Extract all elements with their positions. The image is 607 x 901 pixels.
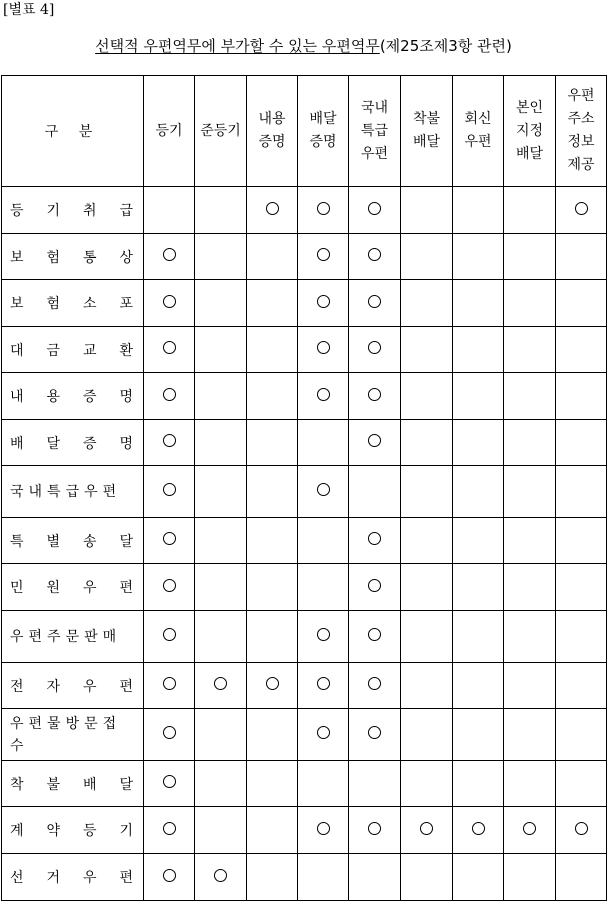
mark-cell <box>144 854 195 901</box>
mark-cell <box>298 280 349 327</box>
table-row <box>2 234 607 280</box>
mark-cell <box>144 663 195 709</box>
row-label-cell <box>2 466 144 518</box>
circle-mark-icon <box>163 532 176 545</box>
mark-cell <box>298 373 349 420</box>
mark-cell <box>349 420 401 466</box>
row-label-cell <box>2 518 144 564</box>
column-header <box>195 76 247 187</box>
mark-cell <box>556 187 607 234</box>
mark-cell <box>247 234 298 280</box>
mark-cell <box>298 187 349 234</box>
mark-cell <box>401 564 453 611</box>
mark-cell <box>453 234 504 280</box>
row-label-cell <box>2 761 144 807</box>
table-row <box>2 420 607 466</box>
circle-mark-icon <box>163 388 176 401</box>
mark-cell <box>453 611 504 663</box>
mark-cell <box>298 420 349 466</box>
mark-cell <box>556 518 607 564</box>
mark-cell <box>298 854 349 901</box>
mark-cell <box>453 663 504 709</box>
mark-cell <box>556 611 607 663</box>
mark-cell <box>349 564 401 611</box>
mark-cell <box>144 187 195 234</box>
mark-cell <box>349 466 401 518</box>
circle-mark-icon <box>317 726 330 739</box>
mark-cell <box>504 466 556 518</box>
mark-cell <box>401 663 453 709</box>
mark-cell <box>144 327 195 373</box>
title-main: 선택적 우편역무에 부가할 수 있는 우편역무 <box>95 37 380 55</box>
circle-mark-icon <box>266 202 279 215</box>
mark-cell <box>298 663 349 709</box>
mark-cell <box>144 564 195 611</box>
circle-mark-icon <box>163 775 176 788</box>
mark-cell <box>453 327 504 373</box>
row-label-cell <box>2 709 144 761</box>
circle-mark-icon <box>317 248 330 261</box>
mark-cell <box>556 420 607 466</box>
mark-cell <box>401 518 453 564</box>
mark-cell <box>504 854 556 901</box>
mark-cell <box>195 611 247 663</box>
mark-cell <box>453 807 504 854</box>
mark-cell <box>298 761 349 807</box>
mark-cell <box>144 466 195 518</box>
column-header <box>349 76 401 187</box>
mark-cell <box>504 518 556 564</box>
mark-cell <box>298 327 349 373</box>
mark-cell <box>401 420 453 466</box>
row-label-cell <box>2 611 144 663</box>
table-row <box>2 373 607 420</box>
row-label-cell <box>2 187 144 234</box>
mark-cell <box>556 663 607 709</box>
mark-cell <box>144 420 195 466</box>
mark-cell <box>453 373 504 420</box>
mark-cell <box>504 327 556 373</box>
column-header <box>504 76 556 187</box>
mark-cell <box>195 234 247 280</box>
document-title <box>0 37 607 55</box>
mark-cell <box>556 466 607 518</box>
mark-cell <box>504 564 556 611</box>
column-header <box>298 76 349 187</box>
table-row <box>2 280 607 327</box>
mark-cell <box>556 327 607 373</box>
circle-mark-icon <box>317 341 330 354</box>
mark-cell <box>401 373 453 420</box>
circle-mark-icon <box>368 295 381 308</box>
circle-mark-icon <box>575 202 588 215</box>
column-header-label: 배달 증명 <box>309 111 337 150</box>
row-label-cell <box>2 854 144 901</box>
row-label-cell <box>2 564 144 611</box>
mark-cell <box>247 611 298 663</box>
mark-cell <box>144 611 195 663</box>
mark-cell <box>247 761 298 807</box>
row-label: 특 별 송 달 <box>10 533 133 550</box>
header-label: 구 분 <box>44 124 101 140</box>
mark-cell <box>144 807 195 854</box>
column-header-label: 등기 <box>155 122 183 139</box>
mark-cell <box>298 807 349 854</box>
circle-mark-icon <box>163 869 176 882</box>
column-header-label: 준등기 <box>200 122 241 139</box>
mark-cell <box>195 187 247 234</box>
mark-cell <box>401 187 453 234</box>
circle-mark-icon <box>368 248 381 261</box>
mark-cell <box>349 709 401 761</box>
mark-cell <box>401 854 453 901</box>
row-label: 전 자 우 편 <box>10 678 133 695</box>
row-label: 민 원 우 편 <box>10 580 133 596</box>
circle-mark-icon <box>163 295 176 308</box>
row-label: 대 금 교 환 <box>10 342 133 359</box>
circle-mark-icon <box>317 628 330 641</box>
service-table <box>1 75 607 901</box>
mark-cell <box>504 187 556 234</box>
circle-mark-icon <box>368 202 381 215</box>
circle-mark-icon <box>472 822 485 835</box>
circle-mark-icon <box>368 579 381 592</box>
row-label: 착 불 배 달 <box>10 776 133 793</box>
circle-mark-icon <box>523 822 536 835</box>
row-label-cell <box>2 373 144 420</box>
row-label-cell <box>2 420 144 466</box>
mark-cell <box>298 466 349 518</box>
mark-cell <box>247 327 298 373</box>
circle-mark-icon <box>368 628 381 641</box>
column-header <box>247 76 298 187</box>
table-header-row <box>2 76 607 187</box>
mark-cell <box>247 709 298 761</box>
mark-cell <box>195 807 247 854</box>
column-header-label: 본인 지정 배달 <box>515 99 544 162</box>
mark-cell <box>247 187 298 234</box>
circle-mark-icon <box>214 869 227 882</box>
row-label: 선 거 우 편 <box>10 870 133 886</box>
mark-cell <box>401 327 453 373</box>
mark-cell <box>504 663 556 709</box>
table-row <box>2 611 607 663</box>
circle-mark-icon <box>317 202 330 215</box>
mark-cell <box>556 564 607 611</box>
mark-cell <box>556 807 607 854</box>
mark-cell <box>453 709 504 761</box>
mark-cell <box>401 466 453 518</box>
mark-cell <box>144 761 195 807</box>
row-label: 내 용 증 명 <box>10 389 133 405</box>
column-header <box>556 76 607 187</box>
circle-mark-icon <box>163 628 176 641</box>
mark-cell <box>401 280 453 327</box>
column-header <box>453 76 504 187</box>
circle-mark-icon <box>368 388 381 401</box>
table-row <box>2 709 607 761</box>
mark-cell <box>144 234 195 280</box>
circle-mark-icon <box>317 822 330 835</box>
mark-cell <box>247 807 298 854</box>
circle-mark-icon <box>420 822 433 835</box>
row-label: 배 달 증 명 <box>10 435 133 452</box>
column-header-label: 국내 특급 우편 <box>360 99 389 162</box>
mark-cell <box>144 280 195 327</box>
column-header-label: 내용 증명 <box>258 111 286 150</box>
mark-cell <box>298 611 349 663</box>
circle-mark-icon <box>163 677 176 690</box>
mark-cell <box>453 280 504 327</box>
mark-cell <box>453 466 504 518</box>
mark-cell <box>453 564 504 611</box>
mark-cell <box>349 663 401 709</box>
mark-cell <box>556 373 607 420</box>
mark-cell <box>195 518 247 564</box>
table-row <box>2 807 607 854</box>
mark-cell <box>144 518 195 564</box>
mark-cell <box>504 373 556 420</box>
mark-cell <box>349 518 401 564</box>
row-label: 보 험 통 상 <box>10 249 133 266</box>
mark-cell <box>144 709 195 761</box>
mark-cell <box>195 761 247 807</box>
annex-tag: [별표 4] <box>3 2 55 18</box>
mark-cell <box>349 373 401 420</box>
mark-cell <box>401 709 453 761</box>
circle-mark-icon <box>317 483 330 496</box>
table-row <box>2 466 607 518</box>
circle-mark-icon <box>214 677 227 690</box>
column-header <box>144 76 195 187</box>
mark-cell <box>349 234 401 280</box>
mark-cell <box>504 761 556 807</box>
mark-cell <box>298 234 349 280</box>
mark-cell <box>349 327 401 373</box>
mark-cell <box>504 280 556 327</box>
table-row <box>2 518 607 564</box>
mark-cell <box>504 420 556 466</box>
mark-cell <box>195 466 247 518</box>
column-header-label: 우편 주소 정보 제공 <box>567 88 595 173</box>
mark-cell <box>247 518 298 564</box>
mark-cell <box>401 234 453 280</box>
column-header <box>401 76 453 187</box>
mark-cell <box>556 280 607 327</box>
row-label: 계 약 등 기 <box>10 823 133 839</box>
mark-cell <box>247 663 298 709</box>
mark-cell <box>349 611 401 663</box>
circle-mark-icon <box>368 341 381 354</box>
mark-cell <box>504 234 556 280</box>
mark-cell <box>195 280 247 327</box>
mark-cell <box>556 854 607 901</box>
row-label-cell <box>2 327 144 373</box>
mark-cell <box>349 280 401 327</box>
circle-mark-icon <box>317 295 330 308</box>
table-row <box>2 327 607 373</box>
mark-cell <box>556 709 607 761</box>
mark-cell <box>195 854 247 901</box>
mark-cell <box>453 187 504 234</box>
mark-cell <box>504 709 556 761</box>
table-row <box>2 663 607 709</box>
mark-cell <box>247 466 298 518</box>
circle-mark-icon <box>163 726 176 739</box>
row-label-cell <box>2 807 144 854</box>
mark-cell <box>349 807 401 854</box>
mark-cell <box>453 761 504 807</box>
circle-mark-icon <box>266 677 279 690</box>
circle-mark-icon <box>163 248 176 261</box>
circle-mark-icon <box>317 677 330 690</box>
mark-cell <box>247 564 298 611</box>
circle-mark-icon <box>368 726 381 739</box>
mark-cell <box>453 854 504 901</box>
mark-cell <box>195 420 247 466</box>
mark-cell <box>556 234 607 280</box>
column-header-label: 착불 배달 <box>412 111 441 150</box>
mark-cell <box>298 518 349 564</box>
mark-cell <box>349 854 401 901</box>
row-label: 국내특급우편 <box>10 483 122 500</box>
table-row <box>2 564 607 611</box>
mark-cell <box>401 761 453 807</box>
table-row <box>2 761 607 807</box>
mark-cell <box>556 761 607 807</box>
mark-cell <box>298 709 349 761</box>
mark-cell <box>504 807 556 854</box>
circle-mark-icon <box>575 822 588 835</box>
row-label: 등 기 취 급 <box>10 203 133 219</box>
mark-cell <box>247 420 298 466</box>
mark-cell <box>247 280 298 327</box>
mark-cell <box>195 709 247 761</box>
title-suffix: (제25조제3항 관련) <box>379 37 512 55</box>
mark-cell <box>453 420 504 466</box>
row-label-cell <box>2 280 144 327</box>
circle-mark-icon <box>163 822 176 835</box>
column-header-label: 회신 우편 <box>464 111 492 150</box>
header-label-cell <box>2 76 144 187</box>
mark-cell <box>504 611 556 663</box>
table-row <box>2 854 607 901</box>
mark-cell <box>195 663 247 709</box>
row-label: 우편주문판매 <box>10 628 122 645</box>
mark-cell <box>453 518 504 564</box>
mark-cell <box>298 564 349 611</box>
circle-mark-icon <box>368 434 381 447</box>
mark-cell <box>401 807 453 854</box>
circle-mark-icon <box>163 579 176 592</box>
mark-cell <box>247 373 298 420</box>
circle-mark-icon <box>163 483 176 496</box>
mark-cell <box>144 373 195 420</box>
row-label-cell <box>2 663 144 709</box>
row-label: 우편물방문접수 <box>10 715 122 754</box>
mark-cell <box>247 854 298 901</box>
mark-cell <box>349 187 401 234</box>
circle-mark-icon <box>368 532 381 545</box>
circle-mark-icon <box>368 677 381 690</box>
circle-mark-icon <box>368 822 381 835</box>
table-row <box>2 187 607 234</box>
mark-cell <box>401 611 453 663</box>
mark-cell <box>349 761 401 807</box>
mark-cell <box>195 373 247 420</box>
circle-mark-icon <box>163 434 176 447</box>
row-label: 보 험 소 포 <box>10 296 133 312</box>
mark-cell <box>195 327 247 373</box>
circle-mark-icon <box>163 341 176 354</box>
row-label-cell <box>2 234 144 280</box>
mark-cell <box>195 564 247 611</box>
circle-mark-icon <box>317 388 330 401</box>
